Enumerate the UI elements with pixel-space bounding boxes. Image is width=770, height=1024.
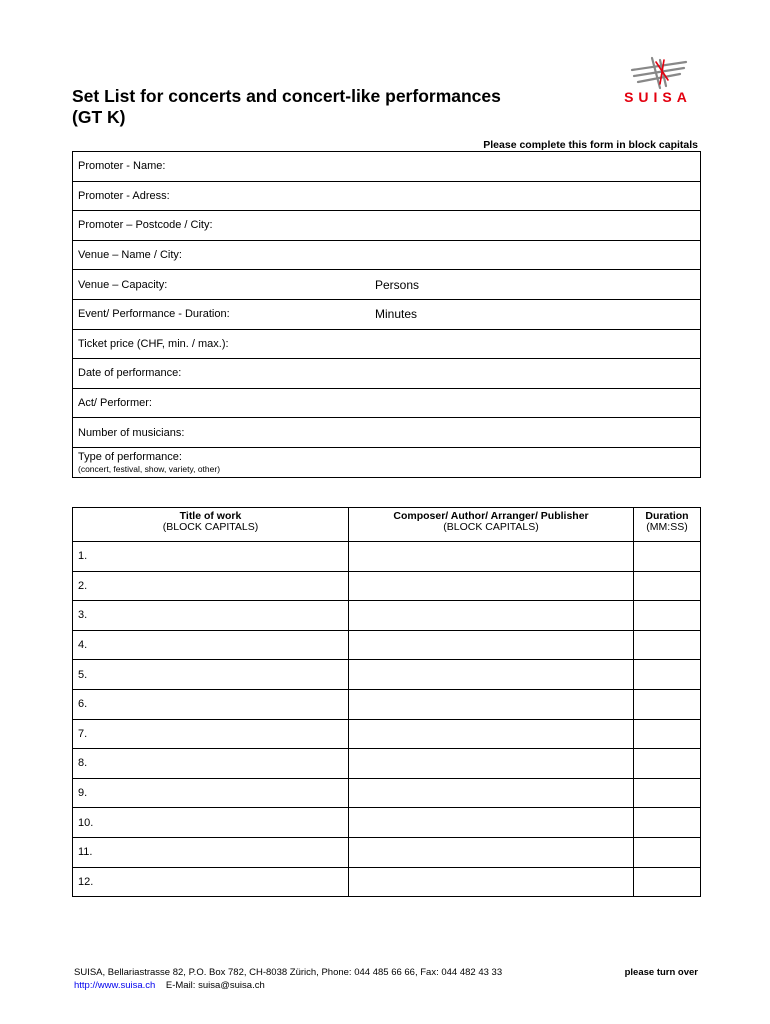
info-field-label: Promoter - Adress: (78, 189, 170, 202)
set-list-header-row (73, 508, 701, 542)
info-row (73, 299, 701, 329)
work-composer-cell[interactable] (349, 778, 634, 808)
promoter-info-table (72, 151, 701, 478)
logo-mark-icon (630, 56, 690, 90)
suisa-logo (612, 56, 704, 108)
footer-contact (74, 980, 502, 993)
work-number: 1. (78, 550, 88, 563)
work-row (73, 749, 701, 779)
info-field-label: Type of performance: (78, 450, 182, 463)
work-row (73, 660, 701, 690)
work-number: 11. (78, 846, 93, 859)
footer-address: SUISA, Bellariastrasse 82, P.O. Box 782, CH-8038 Zürich, Phone: 044 485 66 66, Fax: 044 482 43 33 (74, 967, 503, 978)
set-list-table (72, 507, 701, 897)
work-row (73, 601, 701, 631)
work-composer-cell[interactable] (349, 601, 634, 631)
duration-header (634, 508, 701, 542)
work-composer-cell[interactable] (349, 749, 634, 779)
work-row (73, 867, 701, 897)
info-row (73, 418, 701, 448)
info-field[interactable] (73, 270, 376, 300)
info-field-label: Date of performance: (78, 367, 182, 380)
work-number: 10. (78, 816, 94, 829)
info-field-label: Act/ Performer: (78, 397, 152, 410)
duration-label: Duration (645, 510, 689, 522)
work-number: 3. (78, 609, 88, 622)
info-row (73, 270, 701, 300)
composer-header (349, 508, 634, 542)
work-number: 8. (78, 757, 88, 770)
info-field[interactable] (73, 447, 701, 477)
work-row (73, 808, 701, 838)
title-line-1: Set List for concerts and concert-like performances (72, 86, 501, 106)
info-field[interactable] (73, 211, 701, 241)
work-row (73, 542, 701, 572)
info-row (73, 181, 701, 211)
work-title-cell[interactable] (73, 808, 349, 838)
info-field[interactable] (73, 359, 701, 389)
info-field[interactable] (73, 299, 376, 329)
work-row (73, 837, 701, 867)
title-of-work-header (73, 508, 349, 542)
info-field-label: Ticket price (CHF, min. / max.): (78, 337, 229, 350)
work-row (73, 719, 701, 749)
work-row (73, 571, 701, 601)
composer-sublabel: (BLOCK CAPITALS) (443, 521, 539, 533)
work-duration-cell[interactable] (634, 630, 701, 660)
work-composer-cell[interactable] (349, 630, 634, 660)
info-field-unit: Minutes (375, 299, 701, 329)
work-title-cell[interactable] (73, 571, 349, 601)
info-field[interactable] (73, 152, 701, 182)
work-duration-cell[interactable] (634, 542, 701, 572)
work-row (73, 778, 701, 808)
work-title-cell[interactable] (73, 601, 349, 631)
work-duration-cell[interactable] (634, 571, 701, 601)
work-composer-cell[interactable] (349, 542, 634, 572)
work-duration-cell[interactable] (634, 778, 701, 808)
info-field[interactable] (73, 388, 701, 418)
work-title-cell[interactable] (73, 689, 349, 719)
info-field-label: Number of musicians: (78, 426, 185, 439)
work-number: 6. (78, 698, 88, 711)
work-row (73, 630, 701, 660)
info-row (73, 447, 701, 477)
title-line-2: (GT K) (72, 107, 126, 127)
info-field-sublabel: (concert, festival, show, variety, other) (78, 463, 221, 474)
work-number: 9. (78, 787, 88, 800)
info-row (73, 359, 701, 389)
info-field-label: Promoter – Postcode / City: (78, 219, 213, 232)
work-composer-cell[interactable] (349, 837, 634, 867)
work-row (73, 689, 701, 719)
work-duration-cell[interactable] (634, 689, 701, 719)
composer-label: Composer/ Author/ Arranger/ Publisher (393, 510, 589, 522)
info-row (73, 329, 701, 359)
work-title-cell[interactable] (73, 867, 349, 897)
work-duration-cell[interactable] (634, 808, 701, 838)
info-field-label: Event/ Performance - Duration: (78, 308, 230, 321)
work-number: 12. (78, 875, 94, 888)
info-field[interactable] (73, 329, 701, 359)
work-duration-cell[interactable] (634, 867, 701, 897)
info-field-label: Promoter - Name: (78, 160, 166, 173)
work-composer-cell[interactable] (349, 719, 634, 749)
work-title-cell[interactable] (73, 660, 349, 690)
info-field-label: Venue – Name / City: (78, 249, 182, 262)
logo-text: SUISA (624, 89, 692, 105)
work-title-cell[interactable] (73, 749, 349, 779)
work-number: 2. (78, 579, 88, 592)
info-field-label: Venue – Capacity: (78, 278, 168, 291)
info-row (73, 240, 701, 270)
title-of-work-label: Title of work (179, 510, 242, 522)
work-duration-cell[interactable] (634, 601, 701, 631)
work-title-cell[interactable] (73, 542, 349, 572)
instruction-text: Please complete this form in block capitals (483, 139, 698, 151)
work-composer-cell[interactable] (349, 571, 634, 601)
work-number: 7. (78, 727, 88, 740)
work-composer-cell[interactable] (349, 808, 634, 838)
work-composer-cell[interactable] (349, 660, 634, 690)
work-number: 4. (78, 639, 88, 652)
work-title-cell[interactable] (73, 837, 349, 867)
page-title (72, 86, 572, 128)
work-number: 5. (78, 668, 88, 681)
work-composer-cell[interactable] (349, 867, 634, 897)
footer-email: E-Mail: suisa@suisa.ch (165, 979, 265, 991)
work-duration-cell[interactable] (634, 837, 701, 867)
work-composer-cell[interactable] (349, 689, 634, 719)
info-field[interactable] (73, 240, 701, 270)
work-title-cell[interactable] (73, 630, 349, 660)
work-title-cell[interactable] (73, 778, 349, 808)
work-duration-cell[interactable] (634, 660, 701, 690)
title-of-work-sublabel: (BLOCK CAPITALS) (162, 521, 259, 533)
info-row (73, 152, 701, 182)
info-field[interactable] (73, 181, 701, 211)
work-duration-cell[interactable] (634, 719, 701, 749)
info-row (73, 388, 701, 418)
turn-over-note: please turn over (624, 967, 698, 978)
info-field-unit: Persons (375, 270, 701, 300)
footer (74, 967, 502, 992)
duration-sublabel: (MM:SS) (646, 521, 688, 533)
website-link[interactable]: http://www.suisa.ch (74, 979, 156, 991)
info-row (73, 211, 701, 241)
info-field[interactable] (73, 418, 701, 448)
work-duration-cell[interactable] (634, 749, 701, 779)
work-title-cell[interactable] (73, 719, 349, 749)
